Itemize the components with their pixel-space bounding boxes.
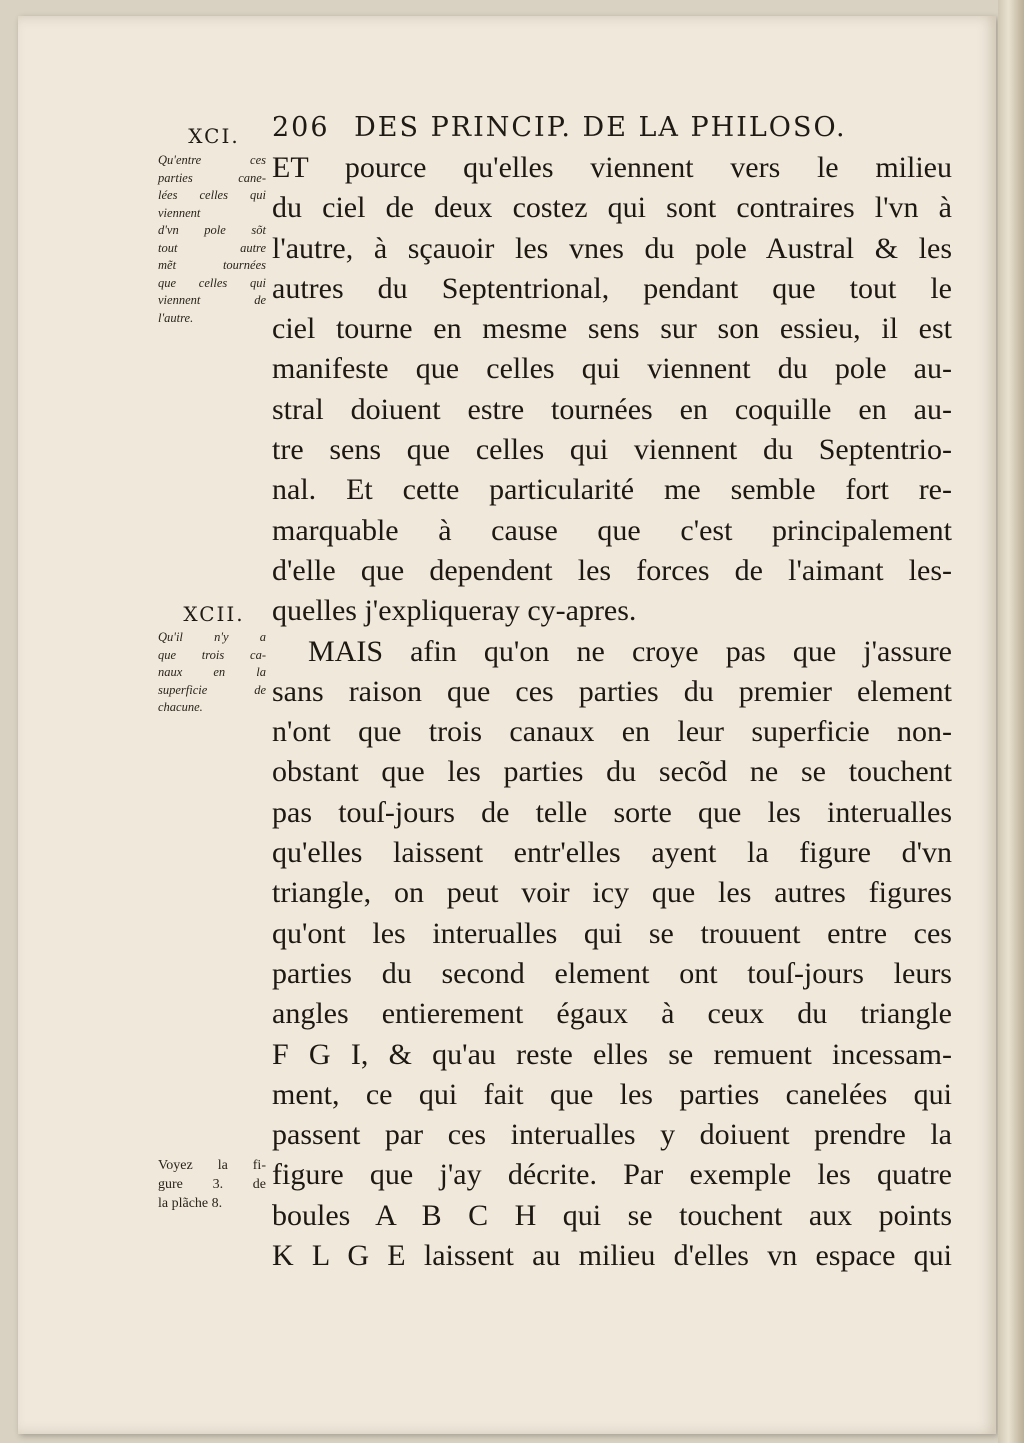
text-line: triangle, on peut voir icy que les autres figures (272, 876, 952, 910)
text-line: MAIS afin qu'on ne croye pas que j'assure (308, 634, 952, 668)
note-line: tout autre (158, 240, 266, 255)
text-line: figure que j'ay décrite. Par exemple les quatre (272, 1158, 952, 1192)
page-number: 206 (272, 112, 330, 143)
text-line: l'autre, à sçauoir les vnes du pole Austral & les (272, 231, 952, 265)
body-text (272, 148, 952, 1276)
note-line: viennent de (158, 293, 266, 307)
text-line: K L G E laissent au milieu d'elles vn espace qui (272, 1239, 952, 1273)
note-line: que trois ca- (158, 647, 266, 662)
note-line: superficie de (158, 682, 266, 697)
text-line: passent par ces interualles y doiuent prendre la (272, 1118, 952, 1152)
note-line: Qu'entre ces (158, 153, 266, 167)
note-line: parties cane- (158, 170, 266, 185)
book-page (18, 16, 996, 1434)
note-line: naux en la (158, 665, 266, 679)
text-line: parties du second element ont touſ-jours leurs (272, 956, 952, 990)
text-line: sans raison que ces parties du premier element (272, 674, 952, 708)
running-title: DES PRINCIP. DE LA PHILOSO. (354, 112, 847, 143)
text-line: quelles j'expliqueray cy-apres. (272, 594, 637, 628)
text-line: qu'elles laissent entr'elles ayent la figure d'vn (272, 836, 952, 870)
text-line: ment, ce qui fait que les parties canelées qui (272, 1077, 952, 1111)
text-line: boules A B C H qui se touchent aux points (272, 1198, 952, 1232)
figure-reference-note (158, 1156, 266, 1213)
text-line: pas touſ-jours de telle sorte que les interualles (272, 795, 952, 829)
text-line: d'elle que dependent les forces de l'aimant les- (272, 553, 952, 587)
text-line: F G I, & qu'au reste elles se remuent incessam- (272, 1037, 952, 1071)
text-line: ciel tourne en mesme sens sur son essieu, il est (272, 312, 952, 346)
text-line: n'ont que trois canaux en leur superficie non- (272, 715, 952, 749)
note-line: Voyez la fi- (158, 1158, 266, 1173)
text-line: du ciel de deux costez qui sont contraires l'vn à (272, 191, 952, 225)
margin-note-xci (158, 152, 266, 327)
section-number-xci: XCI. (188, 124, 240, 148)
text-line: stral doiuent estre tournées en coquille en au- (272, 392, 952, 426)
note-line: que celles qui (158, 275, 266, 290)
note-line: l'autre. (158, 310, 194, 325)
adjacent-page-edge (998, 0, 1024, 1443)
note-line: viennent (158, 205, 201, 220)
text-line: obstant que les parties du secõd ne se touchent (272, 755, 952, 789)
text-line: angles entierement égaux à ceux du triangle (272, 997, 952, 1031)
note-line: gure 3. de (158, 1177, 266, 1192)
margin-note-xcii (158, 629, 266, 717)
note-line: la plãche 8. (158, 1196, 223, 1211)
text-line: qu'ont les interualles qui se trouuent entre ces (272, 916, 952, 950)
note-line: mẽt tournées (158, 258, 266, 272)
note-line: Qu'il n'y a (158, 630, 266, 644)
text-line: manifeste que celles qui viennent du pole au- (272, 352, 952, 386)
note-line: chacune. (158, 700, 203, 714)
section-number-xcii: XCII. (183, 602, 245, 626)
text-line: autres du Septentrional, pendant que tout le (272, 271, 952, 305)
text-line: ET pource qu'elles viennent vers le milieu (272, 151, 952, 184)
text-line: tre sens que celles qui viennent du Septentrio- (272, 433, 952, 467)
note-line: lées celles qui (158, 188, 266, 202)
note-line: d'vn pole sõt (158, 223, 266, 237)
running-header (272, 112, 952, 143)
text-line: marquable à cause que c'est principalement (272, 513, 952, 547)
text-line: nal. Et cette particularité me semble fort re- (272, 473, 952, 507)
